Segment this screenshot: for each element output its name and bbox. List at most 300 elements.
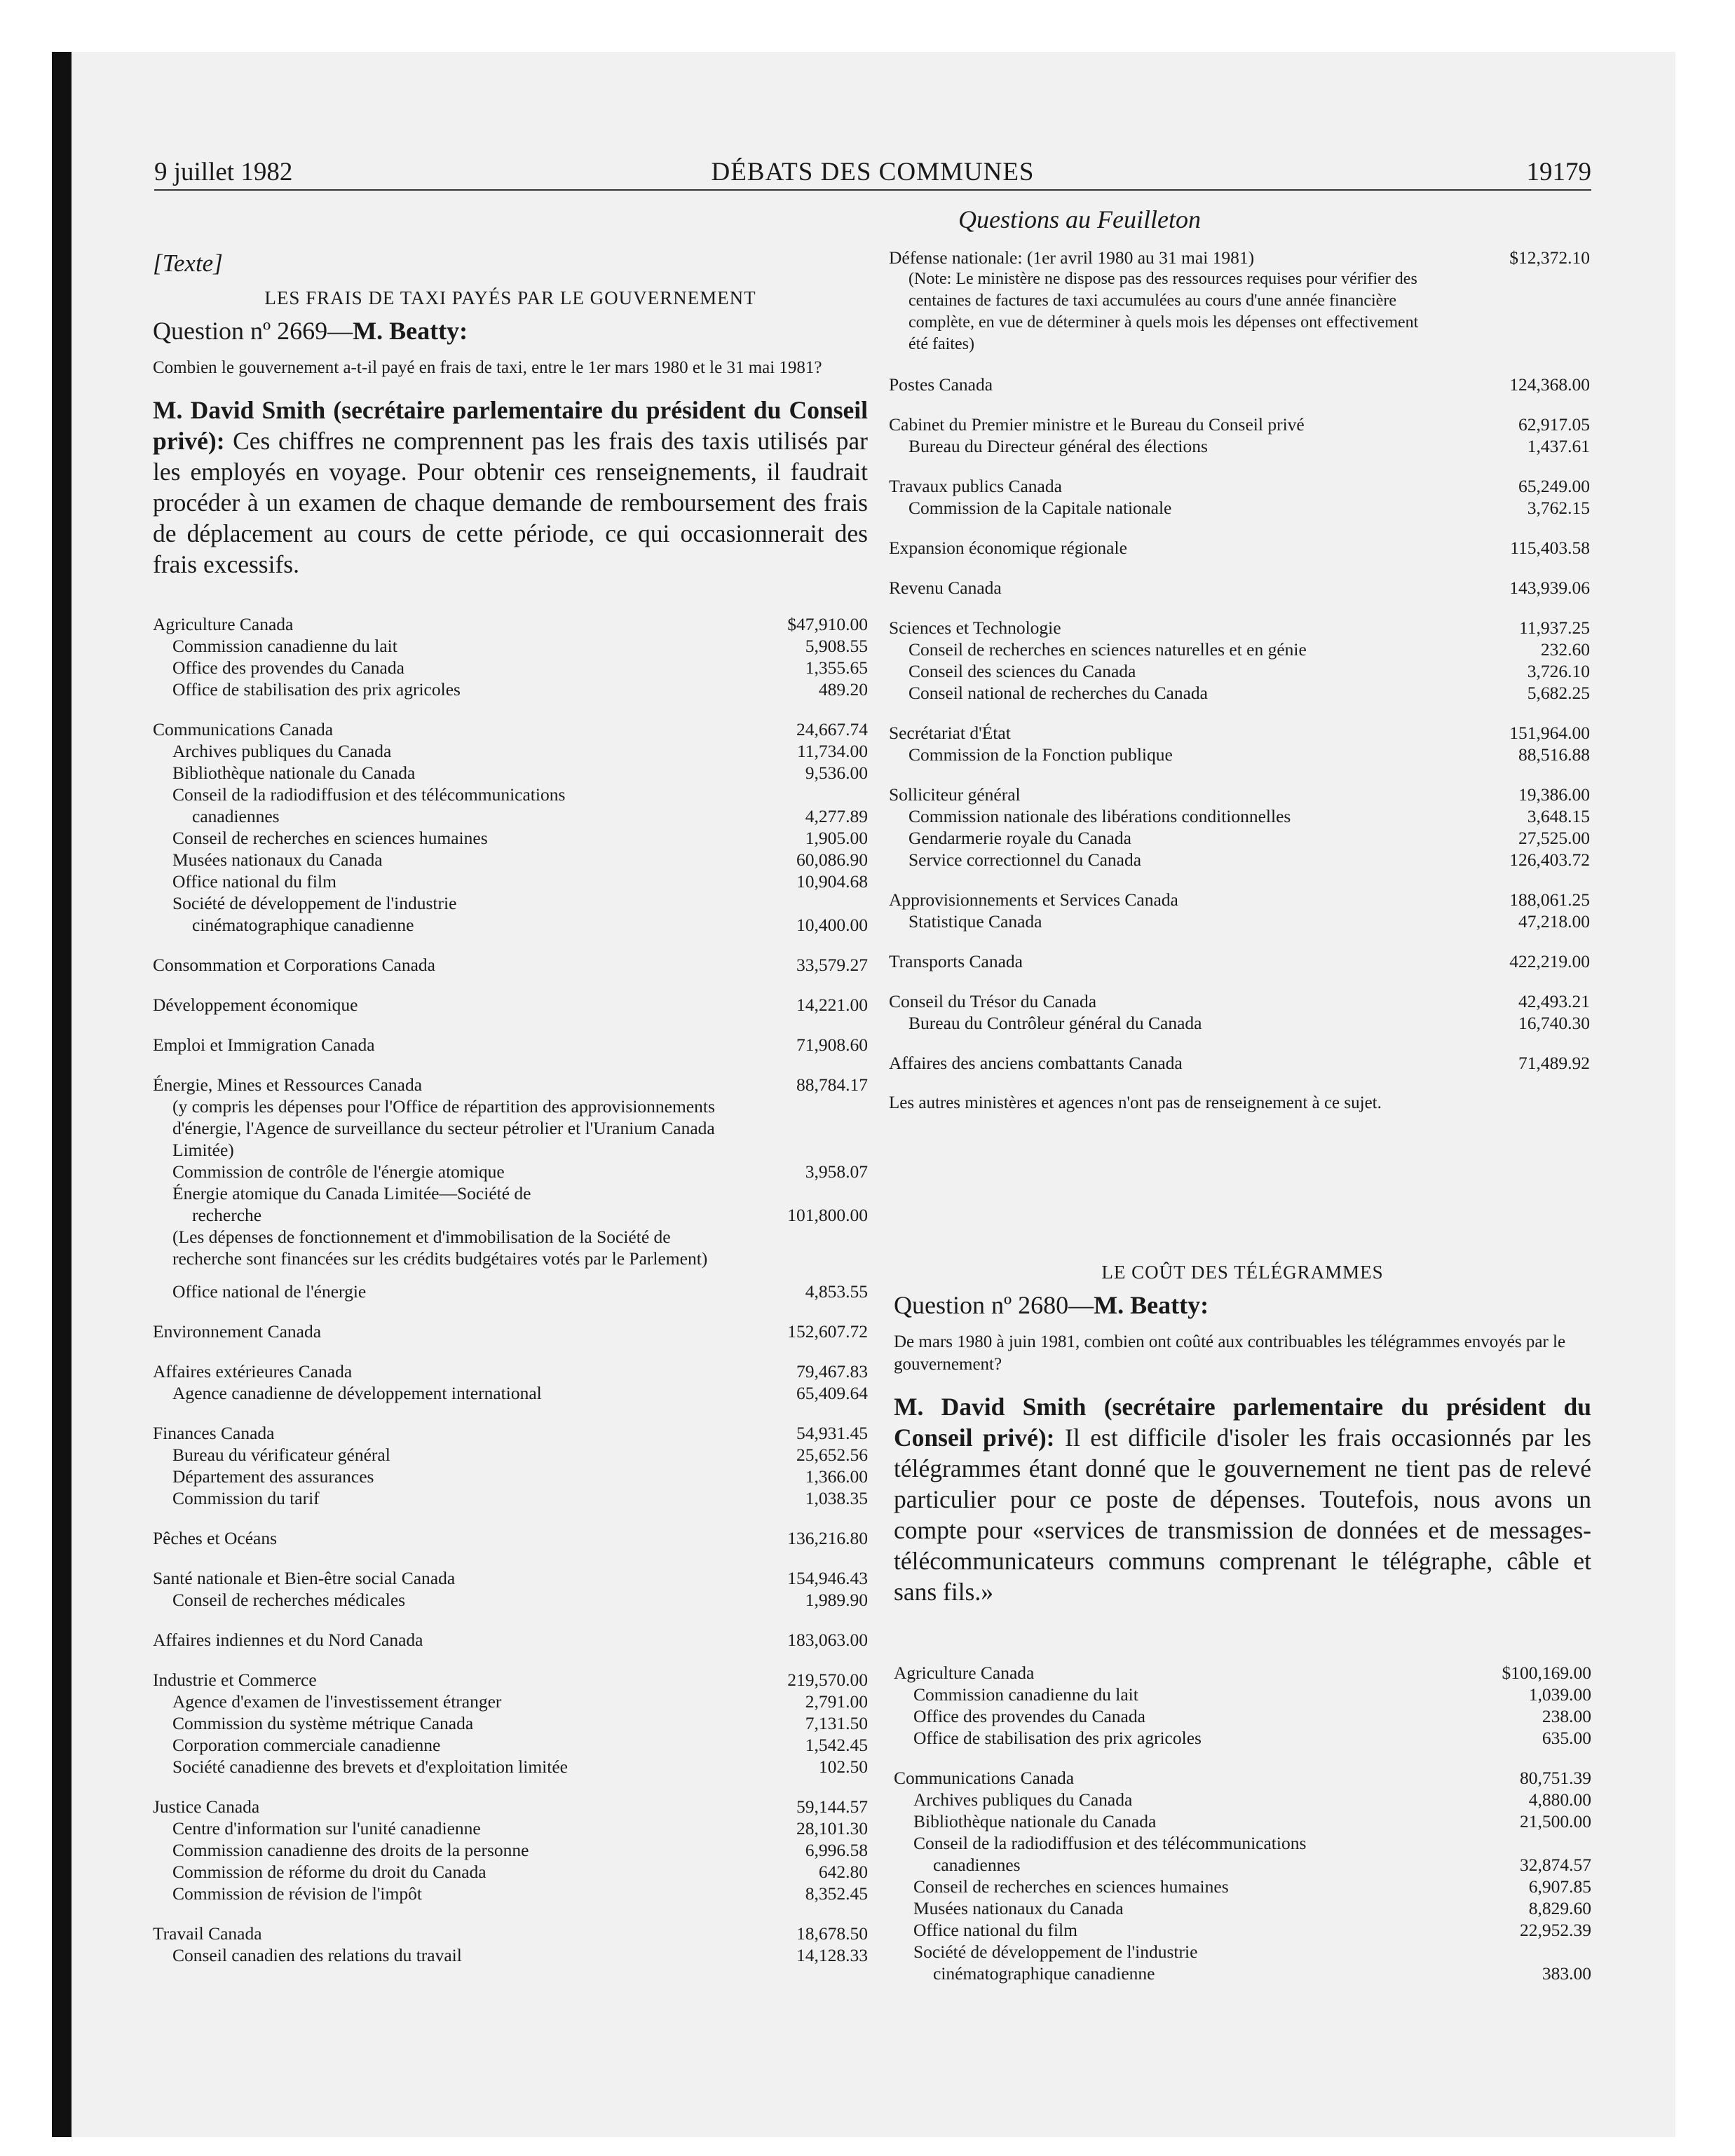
row-label: Statistique Canada bbox=[909, 911, 1042, 932]
row-value: 1,355.65 bbox=[805, 657, 868, 678]
table-subrow bbox=[153, 635, 868, 657]
table-subrow bbox=[153, 784, 868, 805]
table-group bbox=[889, 990, 1590, 1034]
table-row bbox=[889, 374, 1590, 395]
table-group bbox=[153, 718, 868, 936]
row-label: Bureau du vérificateur général bbox=[172, 1445, 390, 1465]
row-label: Communications Canada bbox=[894, 1768, 1075, 1788]
table-subrow bbox=[153, 849, 868, 871]
row-value: 59,144.57 bbox=[796, 1796, 868, 1817]
table-group bbox=[153, 1321, 868, 1342]
table-subrow bbox=[153, 1712, 868, 1734]
table-row bbox=[889, 247, 1590, 268]
row-value: 65,409.64 bbox=[796, 1383, 868, 1403]
table-row bbox=[153, 1567, 868, 1589]
row-label: Centre d'information sur l'unité canadienne bbox=[172, 1818, 481, 1838]
row-value: 183,063.00 bbox=[787, 1630, 868, 1650]
answer-text: Ces chiffres ne comprennent pas les frais des taxis utilisés par les employés en voyage. Pour obtenir ces renseignements, il faudrait procéder à un examen de chaque demande de remboursement des frais de déplacement au cours de cette période, ce qui occasionnerait des frais excessifs. bbox=[153, 427, 868, 578]
row-value: 7,131.50 bbox=[805, 1713, 868, 1733]
telegram-heading: LE COÛT DES TÉLÉGRAMMES bbox=[1101, 1262, 1384, 1283]
row-label: Société de développement de l'industrie bbox=[172, 893, 457, 913]
table-subrow bbox=[153, 1182, 868, 1204]
row-label: Gendarmerie royale du Canada bbox=[909, 828, 1131, 848]
table-group bbox=[153, 1669, 868, 1778]
table-subrow bbox=[894, 1919, 1591, 1941]
table-subrow bbox=[889, 744, 1590, 765]
table-row bbox=[153, 994, 868, 1016]
telegram-question-line bbox=[894, 1290, 1591, 1320]
table-subrow bbox=[894, 1810, 1591, 1832]
table-group bbox=[153, 1422, 868, 1509]
telegram-answer-text: Il est difficile d'isoler les frais occasionnés par les télégrammes étant donné que le gouvernement ne tient pas de relevé particulier pour ce poste de dépenses. Toutefois, nous avons un compte pour «services de transmission de données et de messages-télécommunicateurs communs comprenant le télégraphe, câble et sans fils.» bbox=[894, 1424, 1591, 1606]
table-group bbox=[889, 617, 1590, 704]
table-group bbox=[153, 954, 868, 976]
row-value: 25,652.56 bbox=[796, 1445, 868, 1465]
row-value: 14,221.00 bbox=[796, 995, 868, 1015]
row-value: 1,038.35 bbox=[805, 1488, 868, 1508]
row-label: Approvisionnements et Services Canada bbox=[889, 889, 1178, 910]
row-label: Conseil de recherches en sciences humaines bbox=[913, 1876, 1229, 1897]
row-label: Conseil des sciences du Canada bbox=[909, 661, 1136, 681]
table-subrow bbox=[153, 1734, 868, 1756]
row-label: canadiennes bbox=[192, 806, 280, 826]
table-group bbox=[153, 1923, 868, 1966]
row-label: Commission nationale des libérations conditionnelles bbox=[909, 806, 1291, 826]
row-value: 10,400.00 bbox=[796, 915, 868, 935]
table-row bbox=[894, 1767, 1591, 1789]
row-value: 71,489.92 bbox=[1518, 1053, 1590, 1073]
row-label: Archives publiques du Canada bbox=[172, 741, 392, 761]
row-label: Société canadienne des brevets et d'exploitation limitée bbox=[172, 1756, 568, 1777]
table-subrow bbox=[889, 805, 1590, 827]
row-value: 422,219.00 bbox=[1509, 951, 1590, 971]
row-value: 8,829.60 bbox=[1528, 1898, 1591, 1918]
table-subrow bbox=[153, 657, 868, 678]
telegram-answer bbox=[894, 1391, 1591, 1607]
table-row bbox=[153, 1422, 868, 1444]
row-label: Expansion économique régionale bbox=[889, 538, 1127, 558]
table-subrow bbox=[889, 827, 1590, 849]
table-subrow bbox=[153, 1487, 868, 1509]
row-label: Transports Canada bbox=[889, 951, 1023, 971]
row-value: 5,908.55 bbox=[805, 636, 868, 656]
row-value: 14,128.33 bbox=[796, 1945, 868, 1965]
row-value: 1,905.00 bbox=[805, 828, 868, 848]
table-row bbox=[889, 475, 1590, 497]
row-value: 19,386.00 bbox=[1518, 784, 1590, 805]
row-label: canadiennes bbox=[933, 1855, 1021, 1875]
row-value: 232.60 bbox=[1540, 639, 1590, 660]
row-value: 65,249.00 bbox=[1518, 476, 1590, 496]
row-value: $47,910.00 bbox=[787, 614, 868, 634]
row-value: 3,648.15 bbox=[1527, 806, 1590, 826]
row-label: Archives publiques du Canada bbox=[913, 1789, 1133, 1810]
row-label: Défense nationale: (1er avril 1980 au 31 mai 1981) bbox=[889, 247, 1255, 268]
left-column bbox=[153, 250, 868, 1984]
row-label: Conseil national de recherches du Canada bbox=[909, 683, 1208, 703]
row-label: Bureau du Contrôleur général du Canada bbox=[909, 1013, 1202, 1033]
table-group bbox=[153, 1567, 868, 1611]
row-value: $100,169.00 bbox=[1502, 1663, 1591, 1683]
table-group bbox=[889, 722, 1590, 765]
row-value: 80,751.39 bbox=[1520, 1768, 1591, 1788]
row-label: Musées nationaux du Canada bbox=[172, 850, 383, 870]
table-group bbox=[889, 1052, 1590, 1074]
row-value: 219,570.00 bbox=[787, 1670, 868, 1690]
table-group bbox=[894, 1662, 1591, 1749]
table-row bbox=[153, 1629, 868, 1651]
table-subrow bbox=[889, 910, 1590, 932]
taxi-expense-table-right bbox=[889, 247, 1590, 1074]
header-page-number: 19179 bbox=[1526, 158, 1591, 186]
row-label: Industrie et Commerce bbox=[153, 1670, 317, 1690]
table-row bbox=[153, 1074, 868, 1096]
telegram-answer-speaker: M. David Smith (secrétaire parlementaire du président du Conseil privé): bbox=[894, 1393, 1591, 1452]
row-label: Cabinet du Premier ministre et le Bureau du Conseil privé bbox=[889, 414, 1305, 435]
row-label: Office de stabilisation des prix agricoles bbox=[913, 1728, 1202, 1748]
table-group bbox=[153, 1034, 868, 1056]
dollar-sign: $ bbox=[787, 614, 796, 634]
row-value: 22,952.39 bbox=[1520, 1920, 1591, 1940]
table-subrow bbox=[894, 1832, 1591, 1854]
row-value: 27,525.00 bbox=[1518, 828, 1590, 848]
row-label: cinématographique canadienne bbox=[192, 915, 414, 935]
table-subrow bbox=[153, 1589, 868, 1611]
row-label: Communications Canada bbox=[153, 719, 334, 739]
row-label: Énergie, Mines et Ressources Canada bbox=[153, 1074, 423, 1095]
row-label: Commission du tarif bbox=[172, 1488, 320, 1508]
row-value: 188,061.25 bbox=[1509, 889, 1590, 910]
header-title: DÉBATS DES COMMUNES bbox=[711, 158, 1035, 186]
row-value: 47,218.00 bbox=[1518, 911, 1590, 932]
row-value bbox=[763, 1182, 868, 1204]
table-row bbox=[153, 718, 868, 740]
row-label: Office des provendes du Canada bbox=[172, 657, 404, 678]
row-value: 101,800.00 bbox=[787, 1205, 868, 1225]
taxi-expense-table-left bbox=[153, 613, 868, 1966]
table-row bbox=[889, 1052, 1590, 1074]
table-subrow bbox=[153, 827, 868, 849]
table-subrow bbox=[153, 1883, 868, 1904]
row-label: Commission de réforme du droit du Canada bbox=[172, 1862, 487, 1882]
dollar-sign: $ bbox=[1509, 247, 1518, 268]
table-row bbox=[153, 613, 868, 635]
scan-edge bbox=[52, 52, 72, 2137]
row-label: Commission canadienne du lait bbox=[913, 1684, 1138, 1705]
table-subrow bbox=[889, 435, 1590, 457]
telegram-question-number: Question nº 2680— bbox=[894, 1291, 1094, 1319]
table-group bbox=[894, 1767, 1591, 1984]
table-group bbox=[889, 784, 1590, 871]
row-label: Agence d'examen de l'investissement étranger bbox=[172, 1691, 502, 1712]
row-label: Développement économique bbox=[153, 995, 358, 1015]
row-value: 54,931.45 bbox=[796, 1423, 868, 1443]
row-label: Conseil de la radiodiffusion et des télécommunications bbox=[913, 1833, 1307, 1853]
table-group bbox=[889, 374, 1590, 395]
row-label: Société de développement de l'industrie bbox=[913, 1942, 1198, 1962]
table-subrow bbox=[894, 1854, 1591, 1876]
answer-speaker: M. David Smith (secrétaire parlementaire du président du Conseil privé): bbox=[153, 396, 868, 455]
answer bbox=[153, 395, 868, 580]
row-label: Bureau du Directeur général des élections bbox=[909, 436, 1208, 456]
row-value: 24,667.74 bbox=[796, 719, 868, 739]
row-value: 635.00 bbox=[1542, 1728, 1591, 1748]
table-group bbox=[153, 613, 868, 700]
row-value: 42,493.21 bbox=[1518, 991, 1590, 1011]
row-label: Conseil de recherches en sciences humaines bbox=[172, 828, 488, 848]
row-label: Agriculture Canada bbox=[894, 1663, 1035, 1683]
row-label: Travaux publics Canada bbox=[889, 476, 1062, 496]
row-label: Énergie atomique du Canada Limitée—Société de bbox=[172, 1183, 531, 1203]
table-row bbox=[889, 784, 1590, 805]
row-value: 71,908.60 bbox=[796, 1035, 868, 1055]
row-value: 88,784.17 bbox=[796, 1074, 868, 1095]
table-subrow bbox=[894, 1705, 1591, 1727]
question-heading: LES FRAIS DE TAXI PAYÉS PAR LE GOUVERNEMENT bbox=[264, 287, 756, 308]
row-label: Office des provendes du Canada bbox=[913, 1706, 1145, 1726]
row-label: Office de stabilisation des prix agricoles bbox=[172, 679, 461, 700]
row-label: Travail Canada bbox=[153, 1923, 262, 1944]
row-value: 642.80 bbox=[818, 1862, 868, 1882]
row-label: Affaires des anciens combattants Canada bbox=[889, 1053, 1183, 1073]
row-value: 4,853.55 bbox=[805, 1281, 868, 1302]
row-value: 124,368.00 bbox=[1509, 374, 1590, 395]
row-label: Pêches et Océans bbox=[153, 1528, 278, 1548]
row-value: 4,880.00 bbox=[1528, 1789, 1591, 1810]
question-number: Question nº 2669— bbox=[153, 317, 353, 345]
table-subrow bbox=[894, 1789, 1591, 1810]
table-subrow bbox=[153, 1382, 868, 1404]
row-value: 6,996.58 bbox=[805, 1840, 868, 1860]
table-row bbox=[889, 577, 1590, 599]
table-subrow bbox=[153, 1281, 868, 1302]
row-label: Service correctionnel du Canada bbox=[909, 850, 1142, 870]
table-group bbox=[889, 889, 1590, 932]
table-group bbox=[889, 247, 1590, 355]
table-row bbox=[153, 1923, 868, 1944]
table-subrow bbox=[153, 678, 868, 700]
row-value: 1,542.45 bbox=[805, 1735, 868, 1755]
table-subrow bbox=[153, 892, 868, 914]
row-value: 1,989.90 bbox=[805, 1590, 868, 1610]
section-title: Questions au Feuilleton bbox=[958, 205, 1201, 233]
telegram-question-text: De mars 1980 à juin 1981, combien ont coûté aux contribuables les télégrammes envoyés par le gouvernement? bbox=[894, 1332, 1566, 1374]
table-subrow bbox=[889, 497, 1590, 519]
table-subrow bbox=[894, 1876, 1591, 1897]
table-subrow bbox=[894, 1963, 1591, 1984]
table-subrow bbox=[153, 1204, 868, 1226]
table-subrow bbox=[894, 1897, 1591, 1919]
table-group bbox=[889, 577, 1590, 599]
row-value: 1,039.00 bbox=[1528, 1684, 1591, 1705]
table-row bbox=[153, 1669, 868, 1691]
table-subrow bbox=[153, 914, 868, 936]
table-row bbox=[889, 990, 1590, 1012]
table-subrow bbox=[889, 639, 1590, 660]
table-row bbox=[889, 889, 1590, 910]
row-value: 126,403.72 bbox=[1509, 850, 1590, 870]
row-value: 60,086.90 bbox=[796, 850, 868, 870]
telegram-expense-table bbox=[894, 1662, 1591, 1984]
table-row bbox=[153, 954, 868, 976]
row-value: 5,682.25 bbox=[1527, 683, 1590, 703]
row-value: 8,352.45 bbox=[805, 1883, 868, 1904]
table-subrow bbox=[153, 1756, 868, 1778]
table-subrow bbox=[153, 1817, 868, 1839]
row-value: 11,734.00 bbox=[796, 741, 868, 761]
table-note: (Les dépenses de fonctionnement et d'immobilisation de la Société de recherche sont financées sur les crédits budgétaires votés par le Parlement) bbox=[172, 1227, 708, 1269]
row-label: Affaires extérieures Canada bbox=[153, 1361, 353, 1381]
table-subrow bbox=[153, 871, 868, 892]
row-value bbox=[763, 892, 868, 914]
row-label: Revenu Canada bbox=[889, 578, 1002, 598]
table-note: (y compris les dépenses pour l'Office de répartition des approvisionnements d'énergie, l'Agence de surveillance du secteur pétrolier et l'Uranium Canada Limitée) bbox=[172, 1096, 715, 1160]
row-label: Office national du film bbox=[172, 871, 336, 892]
table-subrow bbox=[153, 1466, 868, 1487]
table-subrow bbox=[894, 1684, 1591, 1705]
row-value: 62,917.05 bbox=[1518, 414, 1590, 435]
table-subrow bbox=[894, 1941, 1591, 1963]
row-value bbox=[763, 784, 868, 805]
row-value: 136,216.80 bbox=[787, 1528, 868, 1548]
row-label: Bibliothèque nationale du Canada bbox=[913, 1811, 1157, 1831]
row-label: Emploi et Immigration Canada bbox=[153, 1035, 375, 1055]
row-value bbox=[1486, 1941, 1591, 1963]
right-column bbox=[889, 247, 1590, 1114]
row-label: Sciences et Technologie bbox=[889, 618, 1061, 638]
row-value: 1,437.61 bbox=[1527, 436, 1590, 456]
row-label: Conseil de la radiodiffusion et des télécommunications bbox=[172, 784, 566, 805]
row-label: Finances Canada bbox=[153, 1423, 275, 1443]
row-value: 32,874.57 bbox=[1520, 1855, 1591, 1875]
row-label: Environnement Canada bbox=[153, 1321, 322, 1342]
row-label: Commission de la Fonction publique bbox=[909, 744, 1173, 765]
row-label: Conseil du Trésor du Canada bbox=[889, 991, 1097, 1011]
table-subrow bbox=[153, 1944, 868, 1966]
table-subrow bbox=[889, 849, 1590, 871]
row-value: 33,579.27 bbox=[796, 955, 868, 975]
row-value bbox=[1486, 1832, 1591, 1854]
row-value: 21,500.00 bbox=[1520, 1811, 1591, 1831]
row-label: Commission de la Capitale nationale bbox=[909, 498, 1172, 518]
table-row bbox=[153, 1796, 868, 1817]
row-value: 154,946.43 bbox=[787, 1568, 868, 1588]
table-row bbox=[889, 950, 1590, 972]
table-note: (Note: Le ministère ne dispose pas des ressources requises pour vérifier des centaines de factures de taxi accumulées au cours d'une année financière complète, en vue de déterminer à quels mois les dépenses ont effectivement été faites) bbox=[909, 270, 1419, 353]
table-subrow bbox=[889, 660, 1590, 682]
question-line bbox=[153, 316, 868, 346]
table-subrow bbox=[889, 1012, 1590, 1034]
row-value: 16,740.30 bbox=[1518, 1013, 1590, 1033]
row-value: 115,403.58 bbox=[1510, 538, 1590, 558]
row-label: recherche bbox=[192, 1205, 262, 1225]
table-row bbox=[153, 1321, 868, 1342]
row-value: 102.50 bbox=[818, 1756, 868, 1777]
table-row bbox=[889, 617, 1590, 639]
row-value: 3,958.07 bbox=[805, 1161, 868, 1182]
row-label: Solliciteur général bbox=[889, 784, 1021, 805]
row-value: 3,726.10 bbox=[1527, 661, 1590, 681]
row-label: Affaires indiennes et du Nord Canada bbox=[153, 1630, 423, 1650]
row-label: cinématographique canadienne bbox=[933, 1963, 1155, 1984]
row-label: Musées nationaux du Canada bbox=[913, 1898, 1124, 1918]
table-subrow bbox=[153, 805, 868, 827]
row-label: Justice Canada bbox=[153, 1796, 260, 1817]
table-group bbox=[153, 994, 868, 1016]
row-label: Secrétariat d'État bbox=[889, 723, 1011, 743]
row-label: Commission canadienne du lait bbox=[172, 636, 397, 656]
table-subrow bbox=[153, 1861, 868, 1883]
row-label: Commission de contrôle de l'énergie atomique bbox=[172, 1161, 505, 1182]
table-row bbox=[153, 1360, 868, 1382]
row-label: Consommation et Corporations Canada bbox=[153, 955, 435, 975]
row-value: 383.00 bbox=[1542, 1963, 1591, 1984]
row-value: 3,762.15 bbox=[1527, 498, 1590, 518]
row-value: 10,904.68 bbox=[796, 871, 868, 892]
table-subrow bbox=[894, 1727, 1591, 1749]
table-group bbox=[153, 1527, 868, 1549]
row-label: Postes Canada bbox=[889, 374, 993, 395]
row-label: Bibliothèque nationale du Canada bbox=[172, 763, 416, 783]
table-subrow bbox=[153, 1444, 868, 1466]
row-value: 79,467.83 bbox=[796, 1361, 868, 1381]
row-label: Conseil de recherches médicales bbox=[172, 1590, 406, 1610]
row-value: 238.00 bbox=[1542, 1706, 1591, 1726]
row-value: 9,536.00 bbox=[805, 763, 868, 783]
texte-marker: [Texte] bbox=[153, 250, 223, 277]
table-subrow bbox=[153, 762, 868, 784]
table-group bbox=[153, 1629, 868, 1651]
telegram-question-author: M. Beatty: bbox=[1094, 1291, 1209, 1319]
row-value: 152,607.72 bbox=[787, 1321, 868, 1342]
row-value: 143,939.06 bbox=[1509, 578, 1590, 598]
row-value: 11,937.25 bbox=[1518, 618, 1590, 638]
table-row bbox=[894, 1662, 1591, 1684]
table-row bbox=[889, 722, 1590, 744]
row-value: 18,678.50 bbox=[796, 1923, 868, 1944]
question-text: Combien le gouvernement a-t-il payé en frais de taxi, entre le 1er mars 1980 et le 31 mai 1981? bbox=[153, 358, 822, 377]
row-label: Agriculture Canada bbox=[153, 614, 294, 634]
table-row bbox=[153, 1034, 868, 1056]
table-subrow bbox=[153, 1161, 868, 1182]
row-value: $12,372.10 bbox=[1509, 247, 1590, 268]
table-group bbox=[889, 950, 1590, 972]
row-label: Office national de l'énergie bbox=[172, 1281, 367, 1302]
table-subrow bbox=[153, 1839, 868, 1861]
question-author: M. Beatty: bbox=[353, 317, 468, 345]
row-value: 2,791.00 bbox=[805, 1691, 868, 1712]
row-label: Département des assurances bbox=[172, 1466, 374, 1487]
table-group bbox=[153, 1074, 868, 1302]
row-value: 4,277.89 bbox=[805, 806, 868, 826]
row-label: Office national du film bbox=[913, 1920, 1077, 1940]
telegram-section bbox=[894, 1262, 1591, 2003]
row-label: Commission du système métrique Canada bbox=[172, 1713, 474, 1733]
table-row bbox=[153, 1527, 868, 1549]
row-value: 489.20 bbox=[818, 679, 868, 700]
table-group bbox=[889, 414, 1590, 457]
row-label: Corporation commerciale canadienne bbox=[172, 1735, 441, 1755]
row-value: 88,516.88 bbox=[1518, 744, 1590, 765]
table-group bbox=[153, 1796, 868, 1904]
row-label: Commission canadienne des droits de la personne bbox=[172, 1840, 529, 1860]
row-label: Santé nationale et Bien-être social Canada bbox=[153, 1568, 456, 1588]
table-row bbox=[889, 414, 1590, 435]
table-group bbox=[153, 1360, 868, 1404]
table-subrow bbox=[153, 740, 868, 762]
dollar-sign: $ bbox=[1502, 1663, 1511, 1683]
table-subrow bbox=[889, 682, 1590, 704]
